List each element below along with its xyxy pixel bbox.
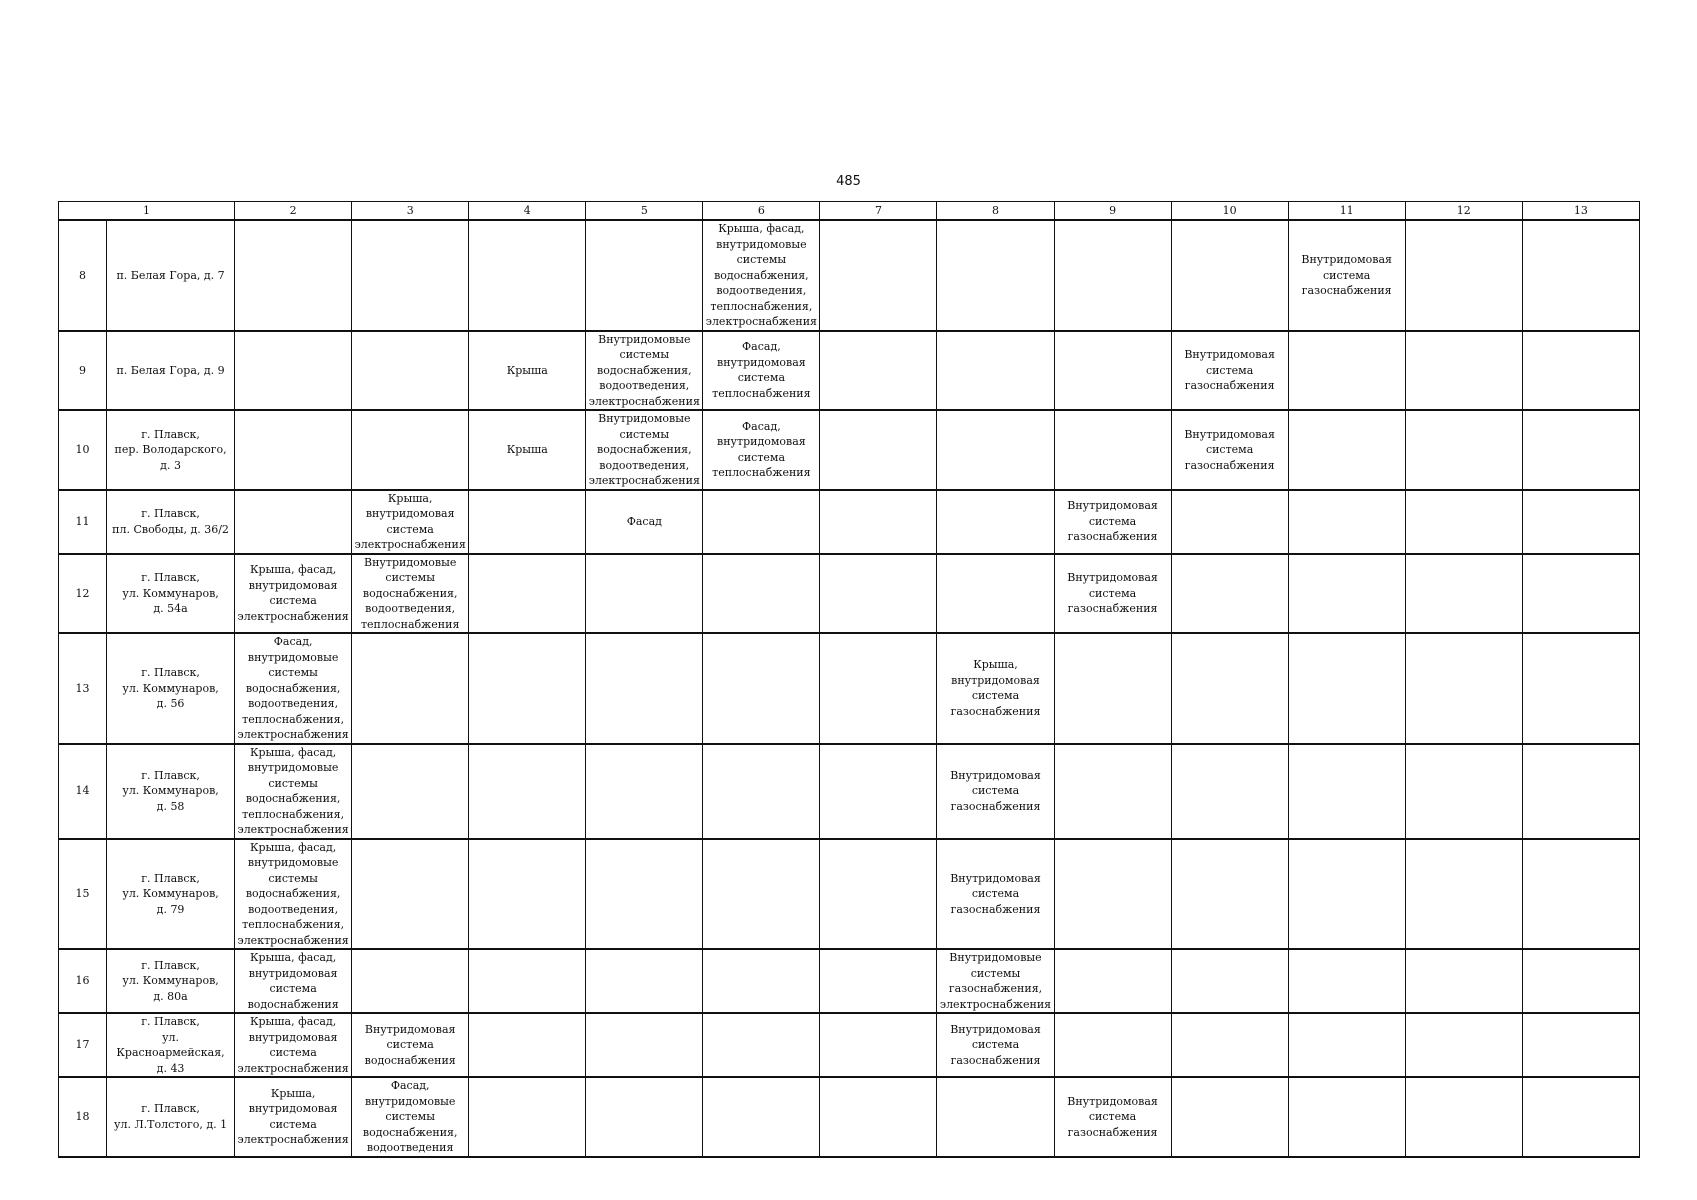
column-header: 12 bbox=[1405, 202, 1522, 221]
work-cell: Крыша, фасад, внутридомовые системы водоснабжения, водоотведения, теплоснабжения, электроснабжения bbox=[235, 839, 352, 950]
work-cell: Внутридомовая система газоснабжения bbox=[1054, 554, 1171, 634]
table-row bbox=[59, 949, 1640, 1013]
work-cell bbox=[1288, 554, 1405, 634]
work-cell: Внутридомовые системы газоснабжения, электроснабжения bbox=[937, 949, 1054, 1013]
address-cell: г. Плавск, пер. Володарского, д. 3 bbox=[107, 410, 235, 490]
work-cell bbox=[703, 1013, 820, 1077]
work-cell bbox=[937, 410, 1054, 490]
work-cell bbox=[820, 744, 937, 839]
table-row bbox=[59, 1077, 1640, 1157]
work-cell: Крыша bbox=[469, 331, 586, 411]
work-cell bbox=[586, 1013, 703, 1077]
work-cell bbox=[1405, 410, 1522, 490]
row-number-cell: 12 bbox=[59, 554, 107, 634]
work-cell bbox=[820, 1077, 937, 1157]
work-cell bbox=[469, 839, 586, 950]
address-cell: г. Плавск, ул. Коммунаров, д. 58 bbox=[107, 744, 235, 839]
work-cell bbox=[1171, 1013, 1288, 1077]
work-cell: Крыша, фасад, внутридомовая система электроснабжения bbox=[235, 554, 352, 634]
work-cell bbox=[820, 839, 937, 950]
work-cell: Крыша, фасад, внутридомовая система электроснабжения bbox=[235, 1013, 352, 1077]
work-cell bbox=[1522, 949, 1639, 1013]
work-cell bbox=[1405, 1013, 1522, 1077]
work-cell bbox=[1288, 410, 1405, 490]
work-cell bbox=[937, 490, 1054, 554]
work-cell bbox=[1522, 633, 1639, 744]
work-cell bbox=[1171, 633, 1288, 744]
table-row bbox=[59, 744, 1640, 839]
work-cell bbox=[469, 554, 586, 634]
work-cell bbox=[1405, 490, 1522, 554]
work-cell bbox=[1405, 633, 1522, 744]
work-cell bbox=[703, 633, 820, 744]
work-cell bbox=[820, 554, 937, 634]
work-cell: Крыша, фасад, внутридомовые системы водоснабжения, теплоснабжения, электроснабжения bbox=[235, 744, 352, 839]
work-cell bbox=[586, 1077, 703, 1157]
address-cell: п. Белая Гора, д. 9 bbox=[107, 331, 235, 411]
address-cell: п. Белая Гора, д. 7 bbox=[107, 220, 235, 331]
work-cell bbox=[1171, 554, 1288, 634]
work-cell: Фасад, внутридомовая система теплоснабжения bbox=[703, 331, 820, 411]
work-cell: Внутридомовая система газоснабжения bbox=[1171, 331, 1288, 411]
address-cell: г. Плавск, ул. Коммунаров, д. 80а bbox=[107, 949, 235, 1013]
work-cell bbox=[1054, 1013, 1171, 1077]
table-row bbox=[59, 633, 1640, 744]
work-cell bbox=[703, 839, 820, 950]
work-cell bbox=[1288, 744, 1405, 839]
table-row bbox=[59, 490, 1640, 554]
address-cell: г. Плавск, пл. Свободы, д. 36/2 bbox=[107, 490, 235, 554]
work-cell bbox=[1405, 220, 1522, 331]
row-number-cell: 13 bbox=[59, 633, 107, 744]
address-cell: г. Плавск, ул. Коммунаров, д. 79 bbox=[107, 839, 235, 950]
column-header: 2 bbox=[235, 202, 352, 221]
work-cell bbox=[352, 410, 469, 490]
work-cell bbox=[1522, 220, 1639, 331]
work-cell bbox=[820, 1013, 937, 1077]
work-cell bbox=[586, 633, 703, 744]
work-cell bbox=[1522, 1077, 1639, 1157]
work-cell bbox=[469, 633, 586, 744]
work-cell bbox=[1288, 839, 1405, 950]
work-cell bbox=[1288, 1077, 1405, 1157]
work-cell bbox=[352, 949, 469, 1013]
work-cell bbox=[586, 744, 703, 839]
work-cell bbox=[1054, 633, 1171, 744]
row-number-cell: 16 bbox=[59, 949, 107, 1013]
work-cell bbox=[1522, 331, 1639, 411]
work-cell bbox=[937, 331, 1054, 411]
row-number-cell: 14 bbox=[59, 744, 107, 839]
work-cell: Внутридомовые системы водоснабжения, водоотведения, электроснабжения bbox=[586, 331, 703, 411]
work-cell bbox=[1522, 490, 1639, 554]
work-cell bbox=[235, 220, 352, 331]
work-cell bbox=[1171, 744, 1288, 839]
work-cell bbox=[1171, 490, 1288, 554]
work-cell bbox=[1288, 949, 1405, 1013]
work-cell bbox=[586, 554, 703, 634]
row-number-cell: 10 bbox=[59, 410, 107, 490]
column-header: 11 bbox=[1288, 202, 1405, 221]
work-cell bbox=[1171, 949, 1288, 1013]
column-header-row bbox=[59, 202, 1640, 221]
row-number-cell: 18 bbox=[59, 1077, 107, 1157]
work-cell bbox=[1054, 949, 1171, 1013]
work-cell: Внутридомовая система газоснабжения bbox=[937, 839, 1054, 950]
work-cell bbox=[469, 220, 586, 331]
table-row bbox=[59, 554, 1640, 634]
work-cell bbox=[469, 949, 586, 1013]
work-cell: Внутридомовая система газоснабжения bbox=[937, 744, 1054, 839]
work-cell bbox=[820, 633, 937, 744]
work-cell bbox=[586, 949, 703, 1013]
work-cell bbox=[703, 490, 820, 554]
work-cell bbox=[469, 490, 586, 554]
work-cell bbox=[1054, 410, 1171, 490]
work-cell: Внутридомовая система газоснабжения bbox=[937, 1013, 1054, 1077]
work-cell bbox=[1054, 839, 1171, 950]
work-cell bbox=[820, 331, 937, 411]
work-cell bbox=[1522, 554, 1639, 634]
row-number-cell: 9 bbox=[59, 331, 107, 411]
work-cell: Крыша bbox=[469, 410, 586, 490]
address-cell: г. Плавск, ул. Красноармейская, д. 43 bbox=[107, 1013, 235, 1077]
work-cell bbox=[1522, 410, 1639, 490]
column-header: 8 bbox=[937, 202, 1054, 221]
work-cell bbox=[820, 220, 937, 331]
column-header: 13 bbox=[1522, 202, 1639, 221]
work-cell: Внутридомовые системы водоснабжения, водоотведения, теплоснабжения bbox=[352, 554, 469, 634]
work-cell bbox=[352, 633, 469, 744]
work-cell bbox=[1405, 331, 1522, 411]
work-cell bbox=[937, 1077, 1054, 1157]
address-cell: г. Плавск, ул. Коммунаров, д. 54а bbox=[107, 554, 235, 634]
work-cell bbox=[1288, 490, 1405, 554]
work-cell: Внутридомовая система водоснабжения bbox=[352, 1013, 469, 1077]
work-cell bbox=[703, 949, 820, 1013]
work-cell bbox=[1054, 331, 1171, 411]
work-cell bbox=[235, 490, 352, 554]
work-cell: Внутридомовая система газоснабжения bbox=[1054, 1077, 1171, 1157]
column-header: 1 bbox=[59, 202, 235, 221]
work-cell bbox=[1054, 220, 1171, 331]
work-cell bbox=[1522, 839, 1639, 950]
work-cell bbox=[586, 839, 703, 950]
work-cell: Внутридомовые системы водоснабжения, водоотведения, электроснабжения bbox=[586, 410, 703, 490]
repair-schedule-table bbox=[58, 201, 1640, 1158]
work-cell bbox=[235, 331, 352, 411]
work-cell: Крыша, внутридомовая система газоснабжения bbox=[937, 633, 1054, 744]
column-header: 3 bbox=[352, 202, 469, 221]
work-cell: Фасад bbox=[586, 490, 703, 554]
work-cell bbox=[1405, 1077, 1522, 1157]
table-row bbox=[59, 410, 1640, 490]
work-cell bbox=[1522, 1013, 1639, 1077]
work-cell: Фасад, внутридомовые системы водоснабжения, водоотведения, теплоснабжения, электроснабжения bbox=[235, 633, 352, 744]
work-cell: Фасад, внутридомовая система теплоснабжения bbox=[703, 410, 820, 490]
work-cell: Фасад, внутридомовые системы водоснабжения, водоотведения bbox=[352, 1077, 469, 1157]
row-number-cell: 8 bbox=[59, 220, 107, 331]
column-header: 6 bbox=[703, 202, 820, 221]
work-cell bbox=[820, 410, 937, 490]
column-header: 4 bbox=[469, 202, 586, 221]
address-cell: г. Плавск, ул. Коммунаров, д. 56 bbox=[107, 633, 235, 744]
work-cell bbox=[1405, 744, 1522, 839]
work-cell bbox=[352, 839, 469, 950]
work-cell: Крыша, фасад, внутридомовые системы водоснабжения, водоотведения, теплоснабжения, электроснабжения bbox=[703, 220, 820, 331]
column-header: 7 bbox=[820, 202, 937, 221]
work-cell bbox=[352, 220, 469, 331]
work-cell bbox=[469, 1013, 586, 1077]
work-cell bbox=[937, 554, 1054, 634]
work-cell bbox=[820, 490, 937, 554]
address-cell: г. Плавск, ул. Л.Толстого, д. 1 bbox=[107, 1077, 235, 1157]
work-cell bbox=[1054, 744, 1171, 839]
table-row bbox=[59, 1013, 1640, 1077]
work-cell bbox=[352, 331, 469, 411]
work-cell bbox=[1522, 744, 1639, 839]
work-cell: Крыша, фасад, внутридомовая система водоснабжения bbox=[235, 949, 352, 1013]
work-cell: Внутридомовая система газоснабжения bbox=[1288, 220, 1405, 331]
work-cell bbox=[1288, 331, 1405, 411]
work-cell bbox=[1288, 633, 1405, 744]
work-cell bbox=[469, 1077, 586, 1157]
table-row bbox=[59, 331, 1640, 411]
work-cell: Крыша, внутридомовая система электроснабжения bbox=[235, 1077, 352, 1157]
work-cell bbox=[1405, 554, 1522, 634]
work-cell bbox=[352, 744, 469, 839]
row-number-cell: 15 bbox=[59, 839, 107, 950]
work-cell bbox=[1405, 839, 1522, 950]
work-cell bbox=[703, 554, 820, 634]
column-header: 5 bbox=[586, 202, 703, 221]
work-cell bbox=[469, 744, 586, 839]
work-cell bbox=[703, 744, 820, 839]
work-cell bbox=[235, 410, 352, 490]
work-cell bbox=[937, 220, 1054, 331]
work-cell: Внутридомовая система газоснабжения bbox=[1171, 410, 1288, 490]
table-body bbox=[59, 202, 1640, 1157]
work-cell: Крыша, внутридомовая система электроснабжения bbox=[352, 490, 469, 554]
row-number-cell: 11 bbox=[59, 490, 107, 554]
table-row bbox=[59, 839, 1640, 950]
table-row bbox=[59, 220, 1640, 331]
column-header: 10 bbox=[1171, 202, 1288, 221]
work-cell bbox=[1171, 839, 1288, 950]
page-number: 485 bbox=[836, 174, 861, 189]
work-cell bbox=[820, 949, 937, 1013]
work-cell bbox=[586, 220, 703, 331]
work-cell bbox=[703, 1077, 820, 1157]
row-number-cell: 17 bbox=[59, 1013, 107, 1077]
work-cell bbox=[1405, 949, 1522, 1013]
work-cell bbox=[1171, 1077, 1288, 1157]
work-cell bbox=[1288, 1013, 1405, 1077]
column-header: 9 bbox=[1054, 202, 1171, 221]
work-cell: Внутридомовая система газоснабжения bbox=[1054, 490, 1171, 554]
work-cell bbox=[1171, 220, 1288, 331]
